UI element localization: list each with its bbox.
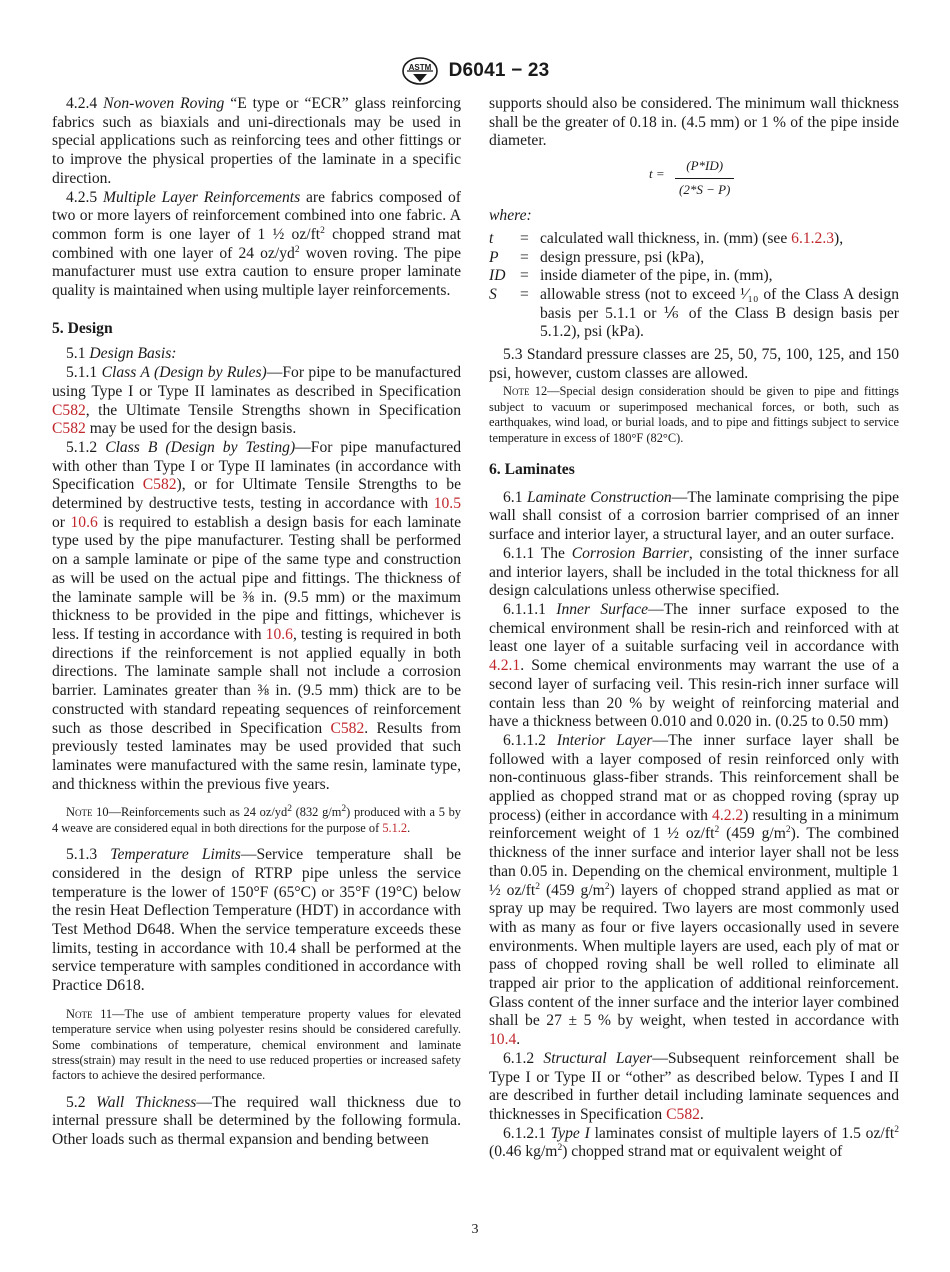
link-10-5[interactable]: 10.5 xyxy=(433,495,461,513)
para-4-2-4: 4.2.4 Non-woven Roving “E type or “ECR” glass reinforcing fabrics such as biaxials and uni-directionals may be used in special applications such as reinforcing tees and other fittings or to improve the physical properties of the laminate in a specific direction. xyxy=(52,95,461,187)
where-label: where: xyxy=(489,207,532,225)
variable-definitions xyxy=(489,230,899,342)
var-definition: inside diameter of the pipe, in. (mm), xyxy=(540,267,773,285)
var-symbol: P xyxy=(489,248,499,266)
para-6-1: 6.1 Laminate Construction—The laminate comprising the pipe wall shall consist of a corrosion barrier comprised of an inner surface and interior layer, a structural layer, and an outer surface. xyxy=(489,488,900,544)
note-10: Note 10—Reinforcements such as 24 $oz/yd^2$ (832 $g/m^2$) produced with a 5 by 4 weave are considered equal in both directions for the purpose of 5.1.2. xyxy=(52,804,461,835)
para-5-1: 5.1 Design Basis: xyxy=(66,345,177,363)
link-5-1-2[interactable]: 5.1.2 xyxy=(382,820,408,835)
page-header xyxy=(0,56,950,86)
var-equals: = xyxy=(520,229,529,247)
var-definition: allowable stress (not to exceed ¹⁄₁₀ of the Class A design basis per 5.1.1 or ⅙ of the Class B design basis per 5.1.2), psi (kPa). xyxy=(540,285,899,341)
formula-numerator: (P*ID) xyxy=(675,157,734,179)
link-c582[interactable]: C582 xyxy=(142,476,177,494)
var-definition: design pressure, psi (kPa), xyxy=(540,248,705,266)
var-equals: = xyxy=(520,285,529,303)
link-c582[interactable]: C582 xyxy=(52,420,86,438)
section-6-heading: 6. Laminates xyxy=(489,461,575,479)
para-6-1-1-1: 6.1.1.1 Inner Surface—The inner surface exposed to the chemical environment shall be resin-rich and reinforced with at least one layer of a suitable surfacing veil in accordance with 4.2.1. Some chemical environments may warrant the use of a second layer of surfacing veil. This resin-rich inner surface will contain less than 20 % by weight of reinforcing material and have a thickness between 0.010 and 0.020 in. (0.25 to 0.50 mm) xyxy=(489,600,899,731)
var-definition: calculated wall thickness, in. (mm) (see 6.1.2.3), xyxy=(540,229,844,247)
para-6-1-1: 6.1.1 The Corrosion Barrier, consisting of the inner surface and interior layers, shall be included in the total thickness for all design calculations unless otherwise specified. xyxy=(489,544,899,600)
document-id: D6041 − 23 xyxy=(448,60,550,81)
page-number: 3 xyxy=(471,1222,479,1237)
para-6-1-2-1: 6.1.2.1 Type I laminates consist of multiple layers of 1.5 $oz/ft^2$ (0.46 $kg/m^2$) chopped strand mat or equivalent weight of xyxy=(489,1124,900,1161)
link-c582[interactable]: C582 xyxy=(666,1105,700,1123)
link-10-6[interactable]: 10.6 xyxy=(70,513,98,531)
link-4-2-2[interactable]: 4.2.2 xyxy=(712,806,744,824)
wall-thickness-formula xyxy=(489,157,899,201)
note-12: Note 12—Special design consideration should be given to pipe and fittings subject to vacuum or superimposed mechanical forces, or both, such as earthquakes, wind load, or burial loads, and to pipe and fittings subject to service temperature in excess of 180°F (82°C). xyxy=(489,384,899,445)
para-5-1-2: 5.1.2 Class B (Design by Testing)—For pipe manufactured with other than Type I or Type II laminates (in accordance with Specification C582), or for Ultimate Tensile Strengths to be determined by destructive tests, testing in accordance with 10.5 or 10.6 is required to establish a design basis for each laminate type used by the pipe manufacturer. Testing shall be performed on a sample laminate or pipe of the same type and construction as will be used on the actual pipe and fittings. The thickness of the laminate sample will be ⅜ in. (9.5 mm) or the maximum thickness to be provided in the pipe and fittings, whichever is less. If testing in accordance with 10.6, testing is required in both directions if the reinforcement is not applied equally in both directions. The laminate sample shall not include a corrosion barrier. Laminates greater than ⅜ in. (9.5 mm) thick are to be constructed with standard repeating sequences of reinforcement such as those described in Specification C582. Results from previously tested laminates may be used provided that such laminates were manufactured with the same resin, laminate type, and thickness within the previous five years. xyxy=(52,438,462,793)
var-symbol: S xyxy=(489,285,497,303)
left-column xyxy=(52,95,461,1150)
link-10-4[interactable]: 10.4 xyxy=(489,1031,517,1049)
svg-text:ASTM: ASTM xyxy=(408,63,431,72)
link-4-2-1[interactable]: 4.2.1 xyxy=(489,657,521,675)
var-symbol: t xyxy=(489,229,494,247)
formula-denominator: (2*S − P) xyxy=(679,181,731,197)
para-5-1-3: 5.1.3 Temperature Limits—Service temperature shall be considered in the design of RTRP pipe unless the service temperature is the lower of 150°F (65°C) or 35°F (19°C) below the resin Heat Deflection Temperature (HDT) in accordance with Test Method D648. When the service temperature exceeds these limits, testing in accordance with 10.4 shall be performed at the service temperature with samples conditioned in accordance with Practice D618. xyxy=(52,846,461,995)
link-c582[interactable]: C582 xyxy=(52,401,86,419)
para-5-3: 5.3 Standard pressure classes are 25, 50, 75, 100, 125, and 150 psi, however, custom classes are allowed. xyxy=(489,346,899,382)
link-10-6[interactable]: 10.6 xyxy=(265,625,293,643)
var-equals: = xyxy=(520,248,529,266)
var-equals: = xyxy=(520,267,529,285)
para-5-2-continued: supports should also be considered. The minimum wall thickness shall be the greater of 0.18 in. (4.5 mm) or 1 % of the pipe inside diameter. xyxy=(489,95,899,150)
var-symbol: ID xyxy=(489,267,506,285)
para-5-1-1: 5.1.1 Class A (Design by Rules)—For pipe to be manufactured using Type I or Type II laminates as described in Specification C582, the Ultimate Tensile Strengths shown in Specification C582 may be used for the design basis. xyxy=(52,364,462,438)
astm-logo-icon xyxy=(401,56,439,86)
link-c582[interactable]: C582 xyxy=(330,719,365,737)
link-6-1-2-3[interactable]: 6.1.2.3 xyxy=(791,229,835,247)
section-5-heading: 5. Design xyxy=(52,319,113,337)
right-column xyxy=(489,95,899,1162)
formula-fraction xyxy=(675,157,734,199)
note-11: Note 11—The use of ambient temperature property values for elevated temperature service when using polyester resins should be considered carefully. Some combinations of temperature, chemical environment and laminate stress(strain) may result in the need to use reduced properties or increased safety factors to achieve the desired performance. xyxy=(52,1006,461,1083)
para-6-1-1-2: 6.1.1.2 Interior Layer—The inner surface layer shall be followed with a layer composed of resin reinforced only with non-continuous glass-fiber strands. This reinforcement shall be applied as chopped strand mat or as chopped roving (spray up process) (either in accordance with 4.2.2) resulting in a minimum reinforcement weight of 1 ½ $oz/ft^2$ (459 $g/m^2$). The combined thickness of the inner surface and interior layer shall not be less than 0.05 in. Depending on the chemical environment, multiple 1 ½ $oz/ft^2$ (459 $g/m^2$) layers of chopped strand applied as mat or spray up may be required. Two layers are most commonly used with as many as four or five layers occasionally used in severe environments. When multiple layers are used, each ply of mat or pass of chopped roving shall be well rolled to eliminate all trapped air prior to the application of additional reinforcement. Glass content of the inner surface and the interior layer combined shall be 27 ± 5 % by weight, when tested in accordance with 10.4. xyxy=(489,731,900,1049)
para-4-2-5: 4.2.5 Multiple Layer Reinforcements are fabrics composed of two or more layers of reinforcement combined into one fabric. A common form is one layer of 1 ½ $oz/ft^2$ chopped strand mat combined with one layer of 24 $oz/yd^2$ woven roving. The pipe manufacturer must use extra caution to ensure proper laminate quality is maintained when using multiple layer reinforcements. xyxy=(52,188,462,300)
formula-lhs: t = xyxy=(649,166,665,182)
para-5-2: 5.2 Wall Thickness—The required wall thickness due to internal pressure shall be determined by the following formula. Other loads such as thermal expansion and bending between xyxy=(52,1093,461,1149)
para-6-1-2: 6.1.2 Structural Layer—Subsequent reinforcement shall be Type I or Type II or “other” as described below. Types I and II are described in further detail including laminate sequences and thicknesses in Specification C582. xyxy=(489,1049,899,1123)
